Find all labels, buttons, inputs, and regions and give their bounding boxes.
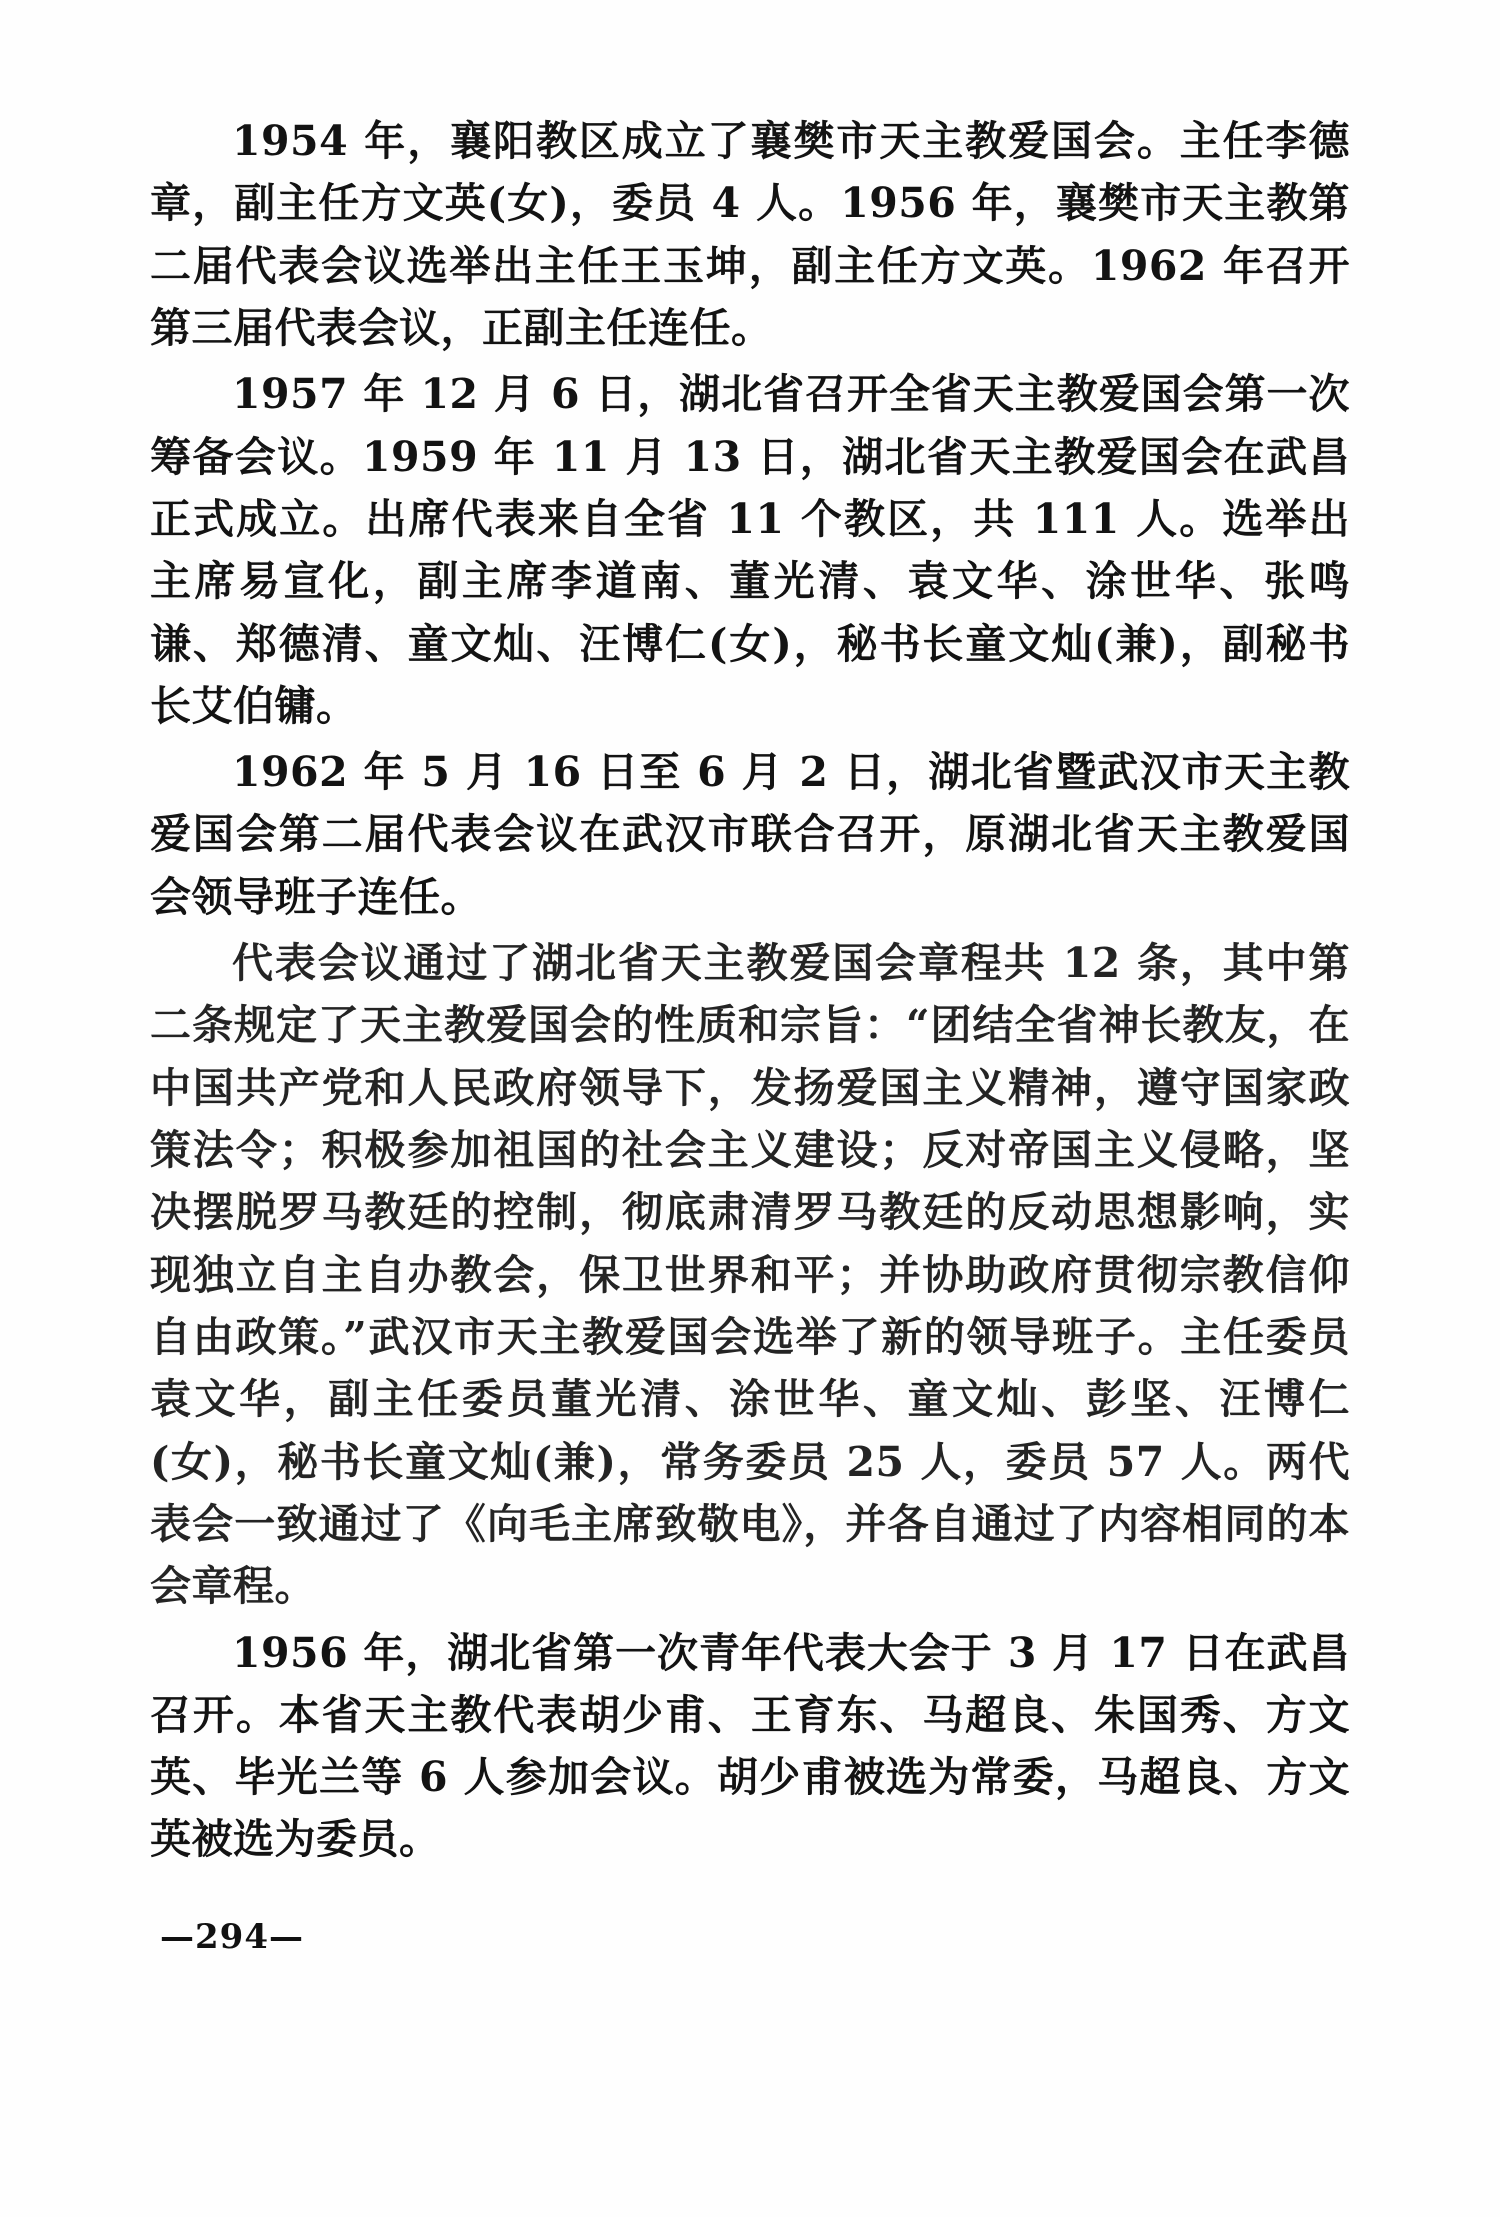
paragraph-1: 1954 年，襄阳教区成立了襄樊市天主教爱国会。主任李德章，副主任方文英(女)，委员 4 人。1956 年，襄樊市天主教第二届代表会议选举出主任王玉坤，副主任方文英。1962 年召开第三届代表会议，正副主任连任。	[150, 117, 1350, 352]
page-number: —294—	[160, 1916, 304, 1957]
paragraph-5: 1956 年，湖北省第一次青年代表大会于 3 月 17 日在武昌召开。本省天主教代表胡少甫、王育东、马超良、朱国秀、方文英、毕光兰等 6 人参加会议。胡少甫被选为常委，马超良、方文英被选为委员。	[150, 1628, 1350, 1864]
paragraph-2: 1957 年 12 月 6 日，湖北省召开全省天主教爱国会第一次筹备会议。1959 年 11 月 13 日，湖北省天主教爱国会在武昌正式成立。出席代表来自全省 11 个教区，共 111 人。选举出主席易宣化，副主席李道南、董光清、袁文华、涂世华、张鸣谦、郑德清、童文灿、汪博仁(女)，秘书长童文灿(兼)，副秘书长艾伯镛。	[150, 370, 1350, 730]
page-body	[150, 110, 1350, 1871]
paragraph-4: 代表会议通过了湖北省天主教爱国会章程共 12 条，其中第二条规定了天主教爱国会的性质和宗旨：“团结全省神长教友，在中国共产党和人民政府领导下，发扬爱国主义精神，遵守国家政策法令；积极参加祖国的社会主义建设；反对帝国主义侵略，坚决摆脱罗马教廷的控制，彻底肃清罗马教廷的反动思想影响，实现独立自主自办教会，保卫世界和平；并协助政府贯彻宗教信仰自由政策。”武汉市天主教爱国会选举了新的领导班子。主任委员袁文华，副主任委员董光清、涂世华、童文灿、彭坚、汪博仁(女)，秘书长童文灿(兼)，常务委员 25 人，委员 57 人。两代表会一致通过了《向毛主席致敬电》，并各自通过了内容相同的本会章程。	[150, 939, 1350, 1611]
paragraph-3: 1962 年 5 月 16 日至 6 月 2 日，湖北省暨武汉市天主教爱国会第二届代表会议在武汉市联合召开，原湖北省天主教爱国会领导班子连任。	[150, 748, 1350, 921]
